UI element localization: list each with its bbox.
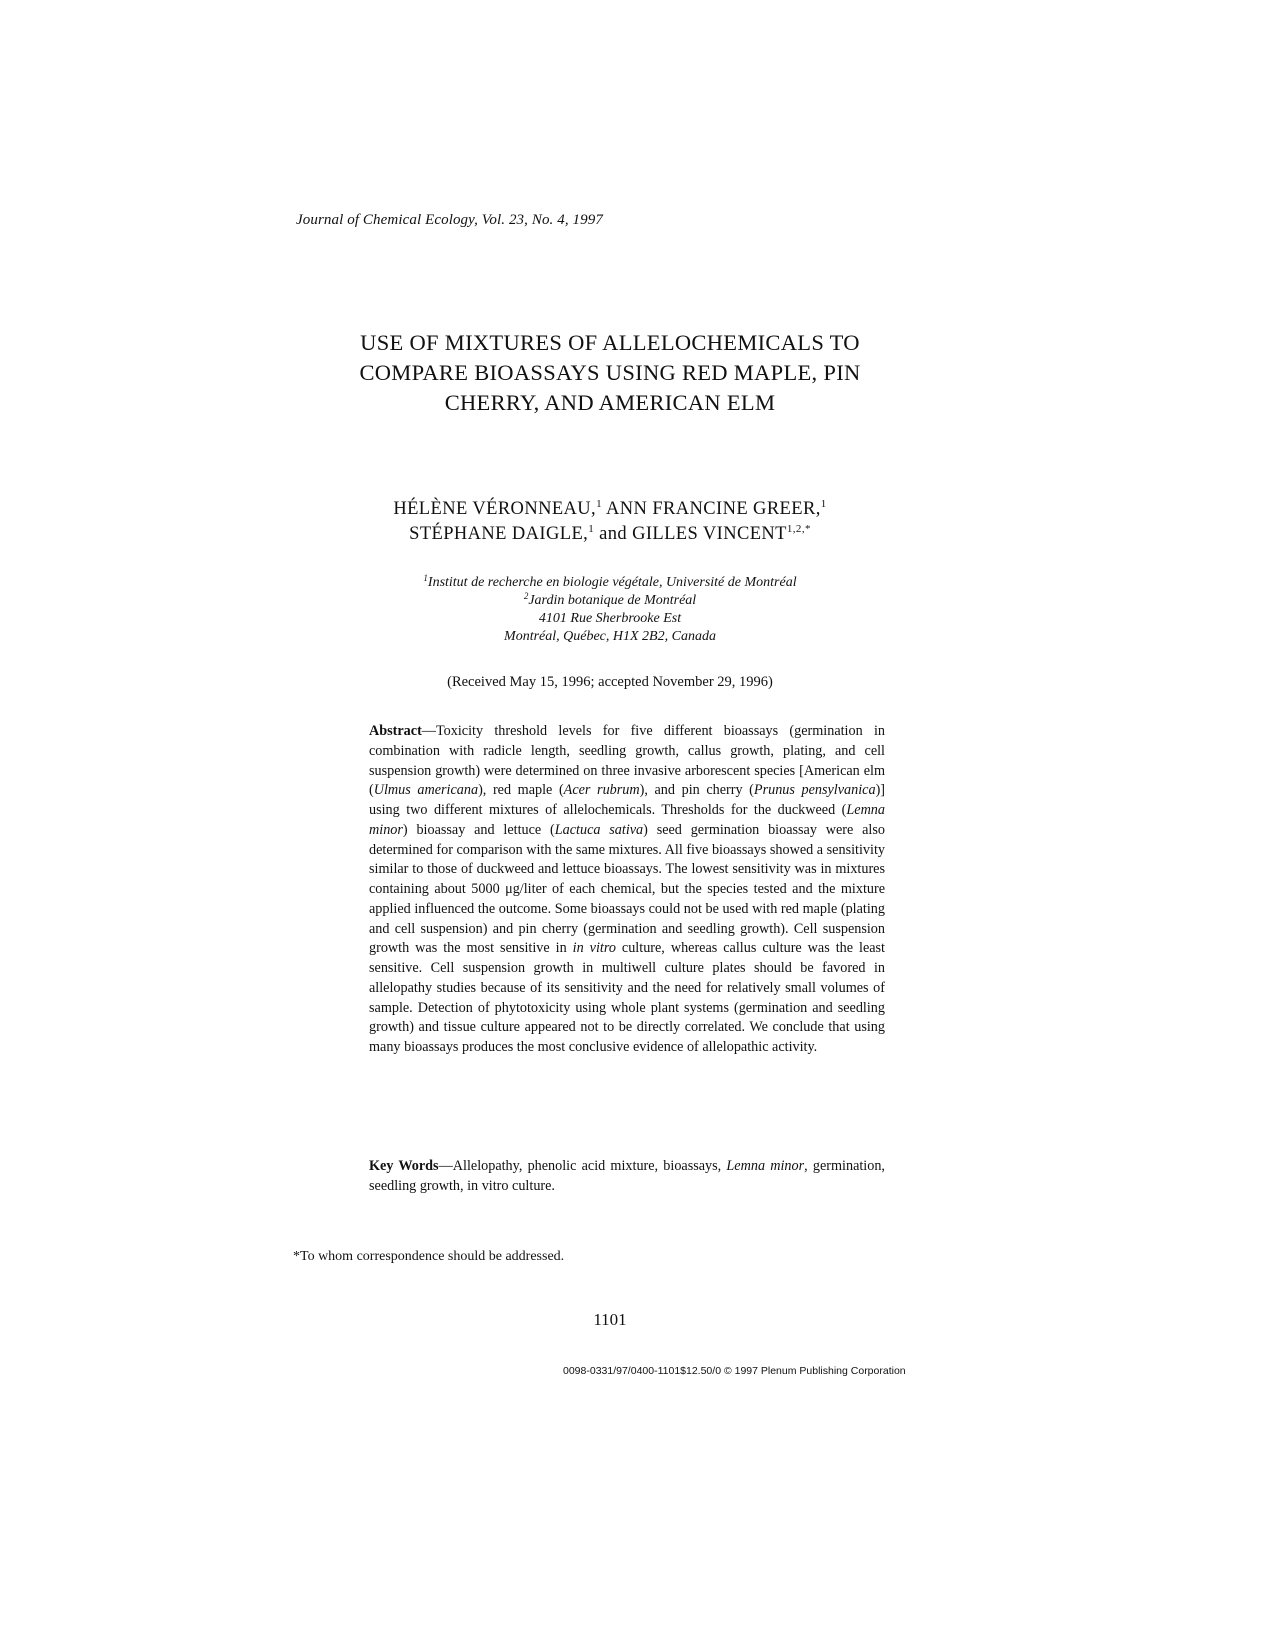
author-line (270, 497, 950, 522)
keywords-text: Allelopathy, phenolic acid mixture, bioassays, (452, 1158, 727, 1174)
affiliation-text: 4101 Rue Sherbrooke Est (538, 611, 682, 626)
abstract-text: ) seed germination bioassay were also determined for comparison with the same mixtures. All five bioassays showed a sensitivity similar to those of duckweed and lettuce bioassays. The lowest sensitivity was in mixtures containing about 5000 μg/liter of each chemical, but the species tested and the mixture applied influenced the outcome. Some bioassays could not be used with red maple (plating and cell suspension) and pin cherry (germination and seedling growth). Cell suspension growth was the most sensitive in (369, 821, 885, 957)
abstract-text: culture, whereas callus culture was the least sensitive. Cell suspension growth in multiwell culture plates should be favored in allelopathy studies because of its sensitivity and the need for relatively small volumes of sample. Detection of phytotoxicity using whole plant systems (germination and seedling growth) and tissue culture appeared not to be directly correlated. We conclude that using many bioassays produces the most conclusive evidence of allelopathic activity. (369, 940, 886, 1055)
affiliation-text: Montréal, Québec, H1X 2B2, Canada (504, 629, 716, 644)
abstract-text: ), and pin cherry ( (639, 782, 754, 799)
author-affiliation-mark: 1 (588, 523, 595, 535)
keywords-text: , germination, seedling growth, in vitro culture. (369, 1158, 885, 1194)
author-affiliation-mark: 1 (820, 498, 827, 510)
affiliation-line (270, 574, 950, 592)
abstract-italic-text: Prunus pensylvanica (753, 782, 876, 799)
title-line: COMPARE BIOASSAYS USING RED MAPLE, PIN (359, 360, 861, 385)
author-name: STÉPHANE DAIGLE, (409, 524, 589, 544)
author-affiliation-mark: 1 (596, 498, 602, 510)
abstract-label: Abstract (369, 723, 422, 739)
keywords (369, 1157, 885, 1197)
received-dates: (Received May 15, 1996; accepted November 29, 1996) (447, 674, 773, 690)
title-line: CHERRY, AND AMERICAN ELM (444, 390, 776, 415)
correspondence-footnote: *To whom correspondence should be addressed. (293, 1249, 565, 1264)
affiliation-line (270, 610, 950, 628)
affiliation-mark: 2 (523, 591, 529, 601)
abstract-italic-text: in vitro (572, 940, 616, 957)
paper-title (270, 328, 950, 418)
abstract-text: ), red maple ( (478, 782, 564, 799)
author-line (270, 522, 950, 547)
author-list (270, 497, 950, 547)
abstract (369, 722, 885, 1058)
author-conjunction: and (599, 524, 628, 544)
abstract-text: )] using two different mixtures of allelochemicals. Thresholds for the duckweed ( (369, 782, 886, 818)
author-name: HÉLÈNE VÉRONNEAU, (393, 499, 597, 519)
abstract-italic-text: Ulmus americana (373, 782, 479, 799)
page-number: 1101 (593, 1310, 627, 1329)
abstract-italic-text: Lactuca sativa (554, 821, 644, 838)
abstract-text: ) bioassay and lettuce ( (402, 821, 555, 838)
affiliation-line (270, 592, 950, 610)
keywords-label: Key Words (369, 1158, 439, 1174)
abstract-text: Toxicity threshold levels for five different bioassays (germination in combination with radicle length, seedling growth, callus growth, plating, and cell suspension growth) were determined on three invasive arborescent species [American elm ( (369, 723, 885, 799)
abstract-italic-text: Acer rubrum (563, 782, 640, 799)
abstract-dash: — (421, 723, 436, 739)
copyright-line: 0098-0331/97/0400-1101$12.50/0 © 1997 Plenum Publishing Corporation (563, 1365, 906, 1377)
author-name: GILLES VINCENT (632, 524, 787, 544)
affiliation-text: Institut de recherche en biologie végétale, Université de Montréal (427, 575, 797, 590)
keywords-italic-text: Lemna minor (726, 1158, 805, 1174)
affiliation-line (270, 628, 950, 646)
author-name: ANN FRANCINE GREER, (606, 499, 821, 519)
abstract-italic-text: Lemna minor (369, 802, 885, 838)
affiliations (270, 574, 950, 646)
affiliation-mark: 1 (423, 573, 428, 583)
affiliation-text: Jardin botanique de Montréal (528, 593, 697, 608)
journal-citation: Journal of Chemical Ecology, Vol. 23, No. 4, 1997 (296, 212, 603, 228)
author-affiliation-mark: 1,2,* (786, 523, 811, 535)
title-line: USE OF MIXTURES OF ALLELOCHEMICALS TO (360, 330, 860, 355)
keywords-dash: — (438, 1158, 453, 1174)
abstract-body (369, 723, 885, 1055)
